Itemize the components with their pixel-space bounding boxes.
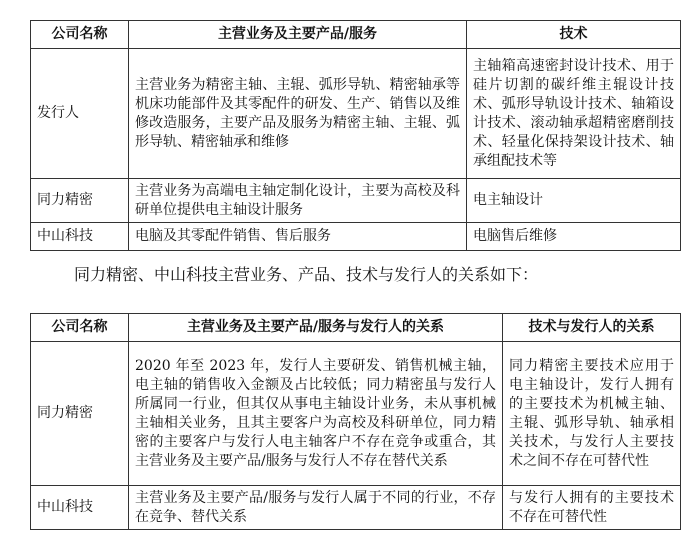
company-cell: 同力精密 [31, 179, 129, 223]
header-business: 主营业务及主要产品/服务 [129, 21, 467, 49]
business-relation-cell: 主营业务及主要产品/服务与发行人属于不同的行业，不存在竞争、替代关系 [129, 486, 503, 530]
company-cell: 同力精密 [31, 342, 129, 486]
technology-cell: 电主轴设计 [467, 179, 681, 223]
relationship-table [30, 313, 681, 530]
table-row [31, 223, 681, 251]
header-business-relation: 主营业务及主要产品/服务与发行人的关系 [129, 314, 503, 342]
company-cell: 中山科技 [31, 486, 129, 530]
company-business-table [30, 20, 681, 251]
business-cell: 电脑及其零配件销售、售后服务 [129, 223, 467, 251]
technology-cell: 电脑售后维修 [467, 223, 681, 251]
table-row [31, 179, 681, 223]
table-row [31, 49, 681, 179]
header-technology-relation: 技术与发行人的关系 [503, 314, 681, 342]
header-technology: 技术 [467, 21, 681, 49]
company-cell: 发行人 [31, 49, 129, 179]
technology-relation-cell: 与发行人拥有的主要技术不存在可替代性 [503, 486, 681, 530]
technology-cell: 主轴箱高速密封设计技术、用于硅片切割的碳纤维主辊设计技术、弧形导轨设计技术、轴箱设计技术、滚动轴承超精密磨削技术、轻量化保持架设计技术、轴承组配技术等 [467, 49, 681, 179]
table-row [31, 486, 681, 530]
business-cell: 主营业务为高端电主轴定制化设计，主要为高校及科研单位提供电主轴设计服务 [129, 179, 467, 223]
business-cell: 主营业务为精密主轴、主辊、弧形导轨、精密轴承等机床功能部件及其零配件的研发、生产、销售以及维修改造服务，主要产品及服务为精密主轴、主辊、弧形导轨、精密轴承和维修 [129, 49, 467, 179]
relationship-paragraph: 同力精密、中山科技主营业务、产品、技术与发行人的关系如下： [74, 265, 539, 284]
company-cell: 中山科技 [31, 223, 129, 251]
table-row [31, 342, 681, 486]
header-company-name: 公司名称 [31, 314, 129, 342]
technology-relation-cell: 同力精密主要技术应用于电主轴设计，发行人拥有的主要技术为机械主轴、主辊、弧形导轨、轴承相关技术，与发行人主要技术之间不存在可替代性 [503, 342, 681, 486]
business-relation-cell: 2020 年至 2023 年，发行人主要研发、销售机械主轴，电主轴的销售收入金额及占比较低；同力精密虽与发行人所属同一行业，但其仅从事电主轴设计业务，未从事机械主轴相关业务，且其主要客户为高校及科研单位，同力精密的主要客户与发行人电主轴客户不存在竞争或重合，其主营业务及主要产品/服务与发行人不存在替代关系 [129, 342, 503, 486]
header-company-name: 公司名称 [31, 21, 129, 49]
